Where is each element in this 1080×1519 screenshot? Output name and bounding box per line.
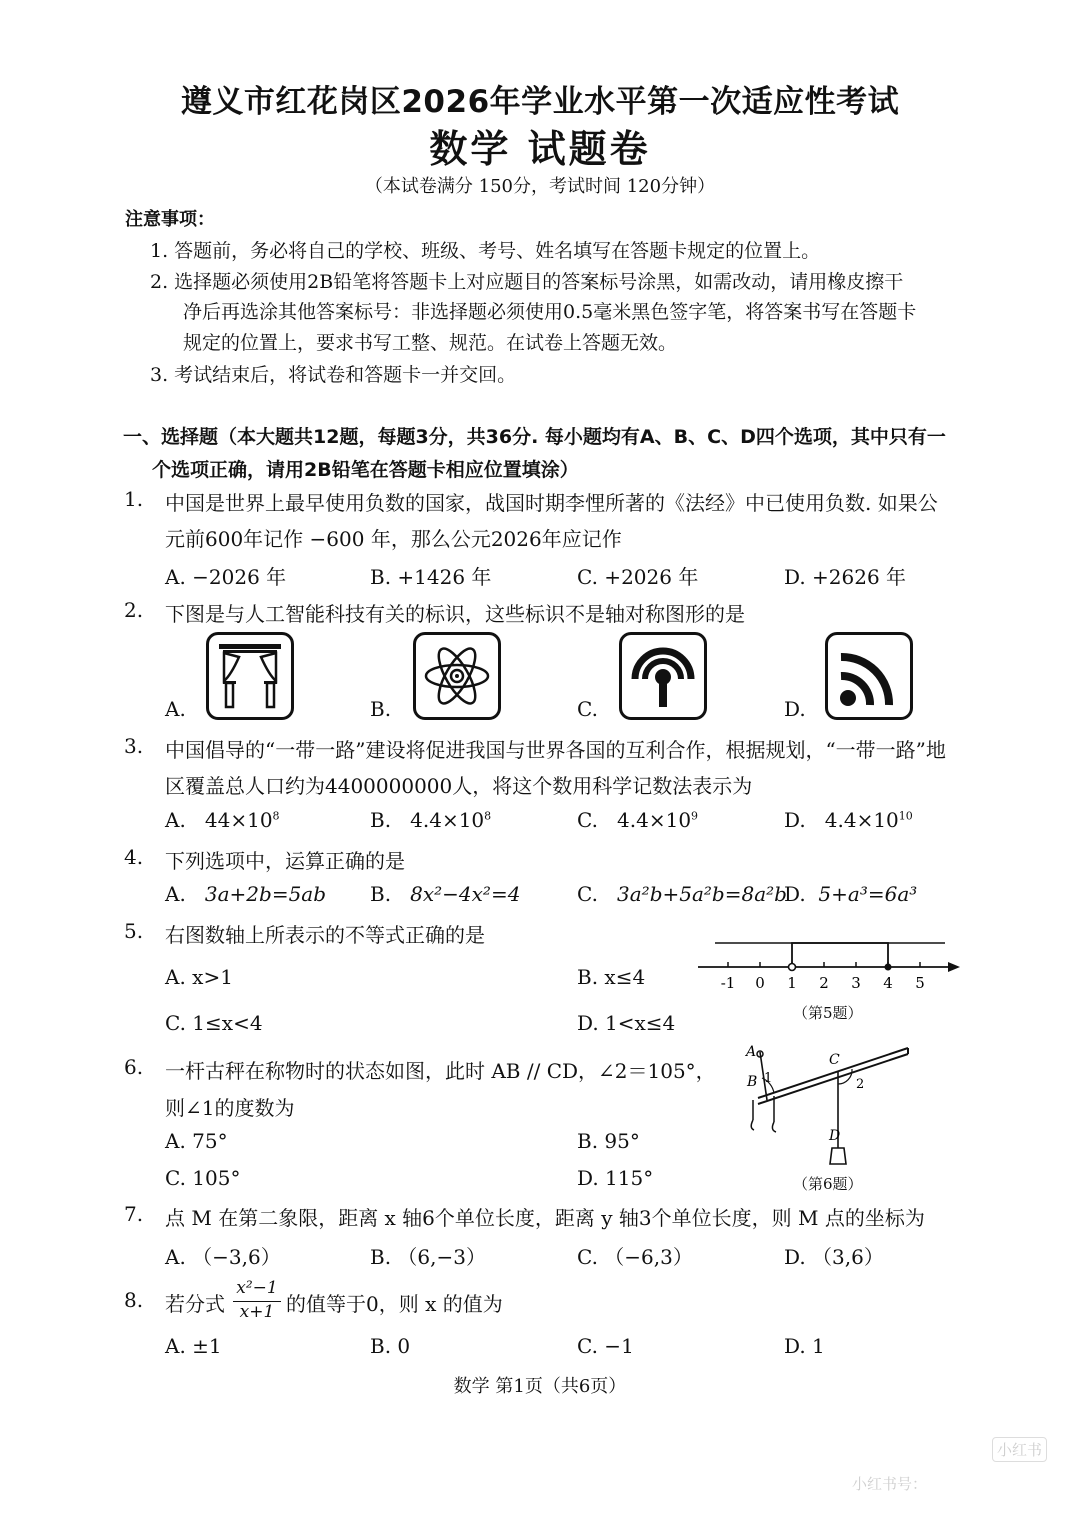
q3-text-line-1: 中国倡导的“一带一路”建设将促进我国与世界各国的互利合作，根据规划，“一带一路”地 [165, 738, 946, 762]
q4-option-d: D. 5+a³=6a³ [784, 882, 918, 906]
number-line-figure [690, 935, 970, 995]
q6-text-line-1: 一杆古秤在称物时的状态如图，此时 AB // CD，∠2＝105°， [165, 1059, 716, 1083]
label-angle-1: 1 [764, 1071, 773, 1086]
watermark-brand: 小红书 [992, 1437, 1047, 1462]
q2-option-c-label: C. [577, 697, 598, 721]
number-line-labels [721, 974, 925, 992]
q1-text-line-2: 元前600年记作 −600 年，那么公元2026年应记作 [165, 527, 622, 551]
label-c: C [829, 1052, 840, 1068]
q8-option-c: C. −1 [577, 1334, 634, 1358]
q1-option-b: B. +1426 年 [370, 565, 492, 589]
q1-option-d: D. +2626 年 [784, 565, 907, 589]
q5-text: 右图数轴上所表示的不等式正确的是 [165, 923, 485, 947]
q6-caption: （第6题） [793, 1175, 863, 1193]
q3-number: 3. [124, 734, 144, 758]
watermark-user: 小红书号： [852, 1475, 928, 1493]
open-endpoint-marker [789, 964, 796, 971]
exam-title: 遵义市红花岗区2026年学业水平第一次适应性考试 [180, 84, 900, 120]
number-line-solution-bracket [792, 943, 888, 967]
q2-option-b-label: B. [370, 697, 392, 721]
q7-option-a: A. （−3,6） [165, 1245, 281, 1269]
q8-option-b: B. 0 [370, 1334, 411, 1358]
q3-option-c: C. $4.4\times 10^9$ [577, 808, 699, 832]
q6-option-a: A. 75° [165, 1129, 228, 1153]
q5-option-a: A. x>1 [165, 965, 233, 989]
page-footer: 数学 第1页（共6页） [453, 1376, 627, 1397]
steelyard-figure [740, 1040, 915, 1170]
q8-text-post: 的值等于0，则 x 的值为 [286, 1292, 503, 1316]
q1-text-line-1: 中国是世界上最早使用负数的国家，战国时期李悝所著的《法经》中已使用负数. 如果公 [165, 491, 938, 515]
q2-number: 2. [124, 598, 144, 622]
q4-text: 下列选项中，运算正确的是 [165, 849, 405, 873]
label-angle-2: 2 [856, 1077, 865, 1092]
q8-option-a: A. ±1 [165, 1334, 222, 1358]
q7-option-d: D. （3,6） [784, 1245, 884, 1269]
label-b: B [747, 1074, 758, 1090]
weight-block [830, 1148, 846, 1164]
q7-text: 点 M 在第二象限，距离 x 轴6个单位长度，距离 y 轴3个单位长度，则 M 点的坐标为 [165, 1206, 925, 1230]
curtain-icon [206, 632, 294, 720]
fraction-numerator: x²−1 [236, 1278, 278, 1298]
label-a: A [746, 1044, 757, 1060]
q5-option-b: B. x≤4 [577, 965, 646, 989]
notice-item-2-line-2: 净后再选涂其他答案标号：非选择题必须使用0.5毫米黑色签字笔，将答案书写在答题卡 [183, 301, 917, 323]
tick-label-4: 4 [883, 974, 893, 992]
q5-option-d: D. 1<x≤4 [577, 1011, 676, 1035]
q6-number: 6. [124, 1055, 144, 1079]
q4-option-c: C. 3a²b+5a²b=8a²b [577, 882, 787, 906]
notice-item-2-line-1: 2. 选择题必须使用2B铅笔将答题卡上对应题目的答案标号涂黑，如需改动，请用橡皮擦干 [150, 271, 904, 293]
q6-text-line-2: 则∠1的度数为 [165, 1096, 295, 1120]
q1-number: 1. [124, 487, 144, 511]
q6-option-d: D. 115° [577, 1166, 654, 1190]
q8-option-d: D. 1 [784, 1334, 825, 1358]
q3-option-a: A. $44\times 10^8$ [165, 808, 280, 832]
exam-subtitle: 数学 试题卷 [429, 127, 651, 171]
section-1-heading-line-1: 一、选择题（本大题共12题，每题3分，共36分. 每小题均有A、B、C、D四个选项，其中只有一 [123, 426, 946, 448]
q3-option-b: B. $4.4\times 10^8$ [370, 808, 492, 832]
section-1-heading-line-2: 个选项正确，请用2B铅笔在答题卡相应位置填涂） [152, 459, 579, 481]
label-d: D [829, 1128, 841, 1144]
wifi-signal-icon [825, 632, 913, 720]
tick-label-1: 1 [787, 974, 797, 992]
q2-option-d-label: D. [784, 697, 806, 721]
q1-option-c: C. +2026 年 [577, 565, 699, 589]
q7-number: 7. [124, 1202, 144, 1226]
tick-label-2: 2 [819, 974, 829, 992]
exam-info: （本试卷满分 150分，考试时间 120分钟） [364, 176, 716, 197]
number-line-arrow [948, 962, 960, 972]
q5-option-c: C. 1≤x<4 [165, 1011, 263, 1035]
q7-option-b: B. （6,−3） [370, 1245, 486, 1269]
tick-label-0: 0 [755, 974, 765, 992]
broadcast-signal-icon [619, 632, 707, 720]
q4-option-a: A. 3a+2b=5ab [165, 882, 327, 906]
q5-caption: （第5题） [793, 1004, 863, 1022]
fraction-denominator: x+1 [239, 1302, 275, 1322]
notice-item-3: 3. 考试结束后，将试卷和答题卡一并交回。 [150, 364, 517, 386]
q1-option-a: A. −2026 年 [165, 565, 287, 589]
q6-option-b: B. 95° [577, 1129, 640, 1153]
q6-option-c: C. 105° [165, 1166, 241, 1190]
closed-endpoint-marker [885, 964, 892, 971]
notice-item-2-line-3: 规定的位置上，要求书写工整、规范。在试卷上答题无效。 [183, 332, 678, 354]
q2-option-a-label: A. [165, 697, 186, 721]
tick-label-5: 5 [915, 974, 925, 992]
notice-item-1: 1. 答题前，务必将自己的学校、班级、考号、姓名填写在答题卡规定的位置上。 [150, 240, 821, 262]
q3-option-d: D. $4.4\times 10^{10}$ [784, 808, 913, 832]
q2-text: 下图是与人工智能科技有关的标识，这些标识不是轴对称图形的是 [165, 602, 745, 626]
notice-heading: 注意事项： [125, 209, 215, 230]
q3-text-line-2: 区覆盖总人口约为4400000000人，将这个数用科学记数法表示为 [165, 774, 753, 798]
tick-label--1: -1 [720, 974, 736, 992]
atom-icon [413, 632, 501, 720]
q4-option-b: B. 8x²−4x²=4 [370, 882, 521, 906]
q4-number: 4. [124, 845, 144, 869]
q5-number: 5. [124, 919, 144, 943]
q8-text-pre: 若分式 [165, 1292, 225, 1316]
q7-option-c: C. （−6,3） [577, 1245, 693, 1269]
q8-number: 8. [124, 1288, 144, 1312]
tick-label-3: 3 [851, 974, 861, 992]
